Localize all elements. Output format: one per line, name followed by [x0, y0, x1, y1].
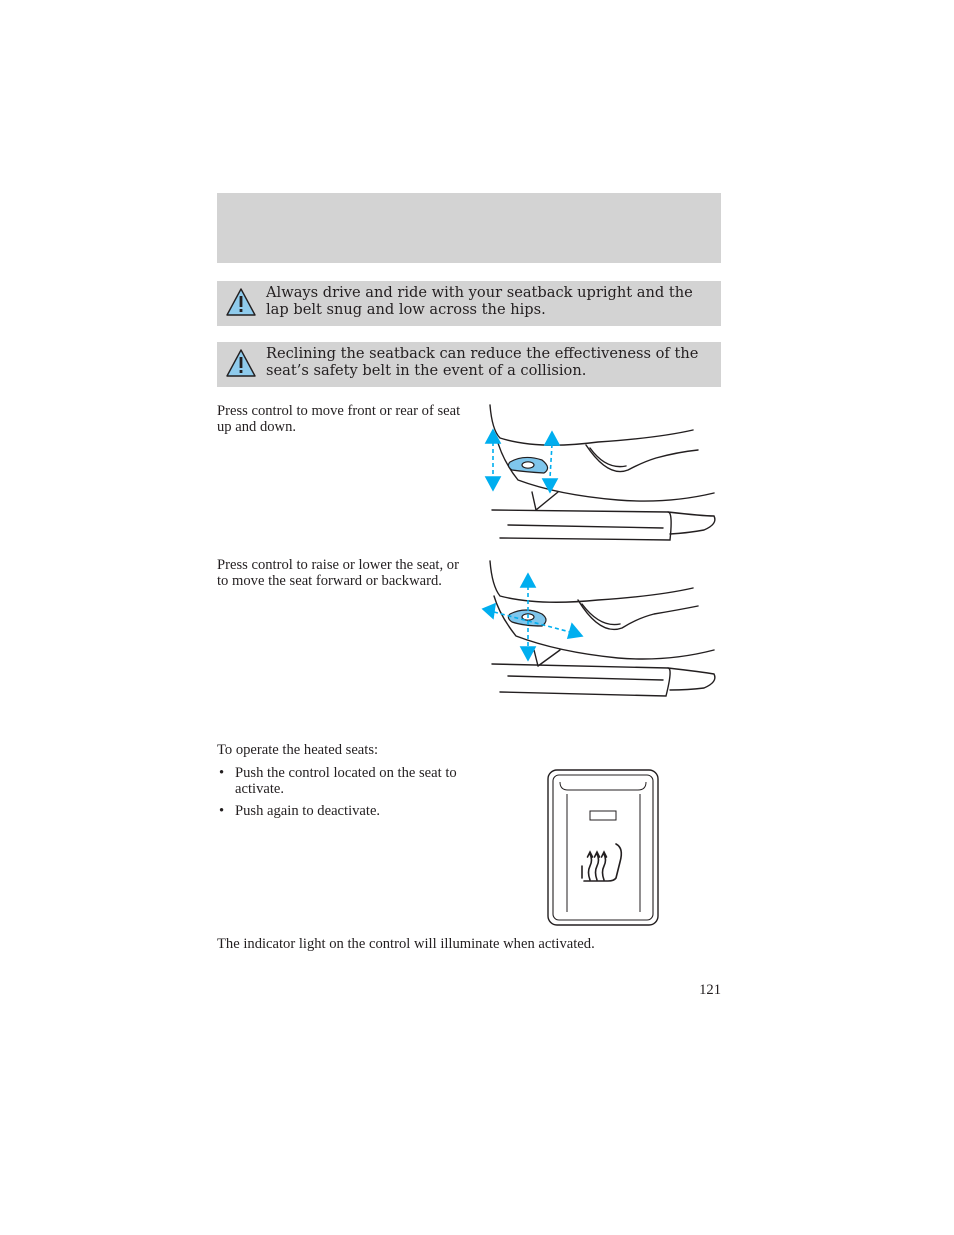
tilt-control-text: Press control to move front or rear of seat up and down.: [217, 403, 461, 435]
list-item: • Push the control located on the seat to activate.: [217, 765, 467, 797]
list-item: • Push again to deactivate.: [217, 803, 467, 819]
heated-seat-switch-illustration: [546, 768, 660, 928]
heated-seats-note: The indicator light on the control will illuminate when activated.: [217, 936, 595, 952]
seat-position-illustration: [478, 556, 723, 701]
warning-text: Reclining the seatback can reduce the effectiveness of the seat’s safety belt in the event of a collision.: [266, 345, 699, 379]
warning-box: [217, 281, 721, 326]
warning-box: [217, 342, 721, 387]
seat-tilt-illustration: [478, 400, 723, 545]
header-band: [217, 193, 721, 263]
warning-triangle-icon: [225, 287, 257, 317]
warning-text: Always drive and ride with your seatback upright and the lap belt snug and low across the hips.: [266, 284, 693, 318]
indicator-light-icon: [590, 811, 616, 820]
page-number: 121: [699, 982, 721, 998]
heated-seats-steps: [217, 765, 467, 825]
warning-triangle-icon: [225, 348, 257, 378]
heated-seats-intro: To operate the heated seats:: [217, 742, 379, 758]
position-control-text: Press control to raise or lower the seat, or to move the seat forward or backward.: [217, 557, 459, 589]
